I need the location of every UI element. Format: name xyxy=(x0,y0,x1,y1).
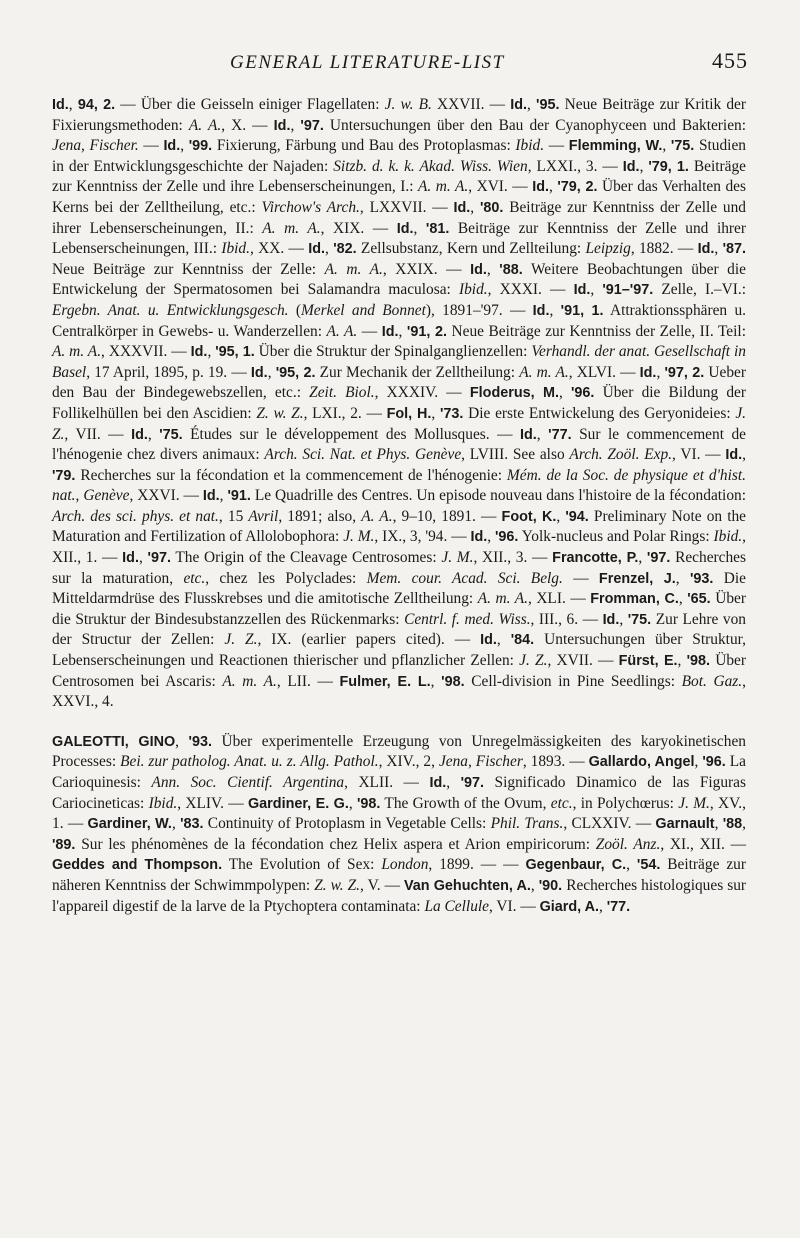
page-number: 455 xyxy=(712,48,748,73)
running-title: GENERAL LITERATURE-LIST xyxy=(230,52,505,73)
bibliography-body xyxy=(52,95,746,917)
running-head xyxy=(230,48,748,74)
bibliography-paragraph-f: Id., 94, 2. — Über die Geisseln einiger Flagellaten: J. w. B. XXVII. — Id., '95. Neue Beiträge zur Kritik der Fixierungsmethoden: A. A., X. — Id., '97. Untersuchungen über den Bau der Cyanophyceen und Bakterien: Jena, Fischer. — Id., '99. Fixierung, Färbung und Bau des Protoplasmas: Ibid. — Flemming, W., '75. Studien in der Entwicklungsgeschichte der Najaden: Sitzb. d. k. k. Akad. Wiss. Wien, LXXI., 3. — Id., '79, 1. Beiträge zur Kenntniss der Zelle und ihre Lebenserscheinungen, I.: A. m. A., XVI. — Id., '79, 2. Über das Verhalten des Kerns bei der Zelltheilung, etc.: Virchow's Arch., LXXVII. — Id., '80. Beiträge zur Kenntniss der Zelle und ihrer Lebenserscheinungen, II.: A. m. A., XIX. — Id., '81. Beiträge zur Kenntniss der Zelle und ihrer Lebenserscheinungen, III.: Ibid., XX. — Id., '82. Zellsubstanz, Kern und Zellteilung: Leipzig, 1882. — Id., '87. Neue Beiträge zur Kenntniss der Zelle: A. m. A., XXIX. — Id., '88. Weitere Beobachtungen über die Entwickelung der Spermatosomen bei Salamandra maculosa: Ibid., XXXI. — Id., '91–'97. Zelle, I.–VI.: Ergebn. Anat. u. Entwicklungsgesch. (Merkel and Bonnet), 1891–'97. — Id., '91, 1. Attraktionssphären u. Centralkörper in Gewebs- u. Wanderzellen: A. A. — Id., '91, 2. Neue Beiträge zur Kenntniss der Zelle, II. Teil: A. m. A., XXXVII. — Id., '95, 1. Über die Struktur der Spinalganglienzellen: Verhandl. der anat. Gesellschaft in Basel, 17 April, 1895, p. 19. — Id., '95, 2. Zur Mechanik der Zelltheilung: A. m. A., XLVI. — Id., '97, 2. Ueber den Bau der Bindegewebszellen, etc.: Zeit. Biol., XXXIV. — Floderus, M., '96. Über die Bildung der Follikelhüllen bei den Ascidien: Z. w. Z., LXI., 2. — Fol, H., '73. Die erste Entwickelung des Geryonideies: J. Z., VII. — Id., '75. Études sur le développement des Mollusques. — Id., '77. Sur le commencement de l'hénogenie chez divers animaux: Arch. Sci. Nat. et Phys. Genève, LVIII. See also Arch. Zoöl. Exp., VI. — Id., '79. Recherches sur la fécondation et la commencement de l'hénogenie: Mém. de la Soc. de physique et d'hist. nat., Genève, XXVI. — Id., '91. Le Quadrille des Centres. Un episode nouveau dans l'histoire de la fécondation: Arch. des sci. phys. et nat., 15 Avril, 1891; also, A. A., 9–10, 1891. — Foot, K., '94. Preliminary Note on the Maturation and Fertilization of Allolobophora: J. M., IX., 3, '94. — Id., '96. Yolk-nucleus and Polar Rings: Ibid., XII., 1. — Id., '97. The Origin of the Cleavage Centrosomes: J. M., XII., 3. — Francotte, P., '97. Recherches sur la maturation, etc., chez les Polyclades: Mem. cour. Acad. Sci. Belg. — Frenzel, J., '93. Die Mitteldarmdrüse des Flusskrebses und die amitotische Zelltheilung: A. m. A., XLI. — Fromman, C., '65. Über die Struktur der Bindesubstanzzellen des Rückenmarks: Centrl. f. med. Wiss., III., 6. — Id., '75. Zur Lehre von der Structur der Zellen: J. Z., IX. (earlier papers cited). — Id., '84. Untersuchungen über Struktur, Lebenserscheinungen und Reactionen thierischer und pflanzlicher Zellen: J. Z., XVII. — Fürst, E., '98. Über Centrosomen bei Ascaris: A. m. A., LII. — Fulmer, E. L., '98. Cell-division in Pine Seedlings: Bot. Gaz., XXVI., 4. xyxy=(52,96,747,711)
bibliography-paragraph-g: GALEOTTI, GINO, '93. Über experimentelle Erzeugung von Unregelmässigkeiten des karyokinetischen Processes: Bei. zur patholog. Anat. u. z. Allg. Pathol., XIV., 2, Jena, Fischer, 1893. — Gallardo, Angel, '96. La Carioquinesis: Ann. Soc. Cientif. Argentina, XLII. — Id., '97. Significado Dinamico de las Figuras Cariocineticas: Ibid., XLIV. — Gardiner, E. G., '98. The Growth of the Ovum, etc., in Polychœrus: J. M., XV., 1. — Gardiner, W., '83. Continuity of Protoplasm in Vegetable Cells: Phil. Trans., CLXXIV. — Garnault, '88, '89. Sur les phénomènes de la fécondation chez Helix aspera et Arion empiricorum: Zoöl. Anz., XI., XII. — Geddes and Thompson. The Evolution of Sex: London, 1899. — — Gegenbaur, C., '54. Beiträge zur näheren Kenntniss der Schwimmpolypen: Z. w. Z., V. — Van Gehuchten, A., '90. Recherches histologiques sur l'appareil digestif de la larve de la Ptychoptera contaminata: La Cellule, VI. — Giard, A., '77. xyxy=(52,732,747,915)
